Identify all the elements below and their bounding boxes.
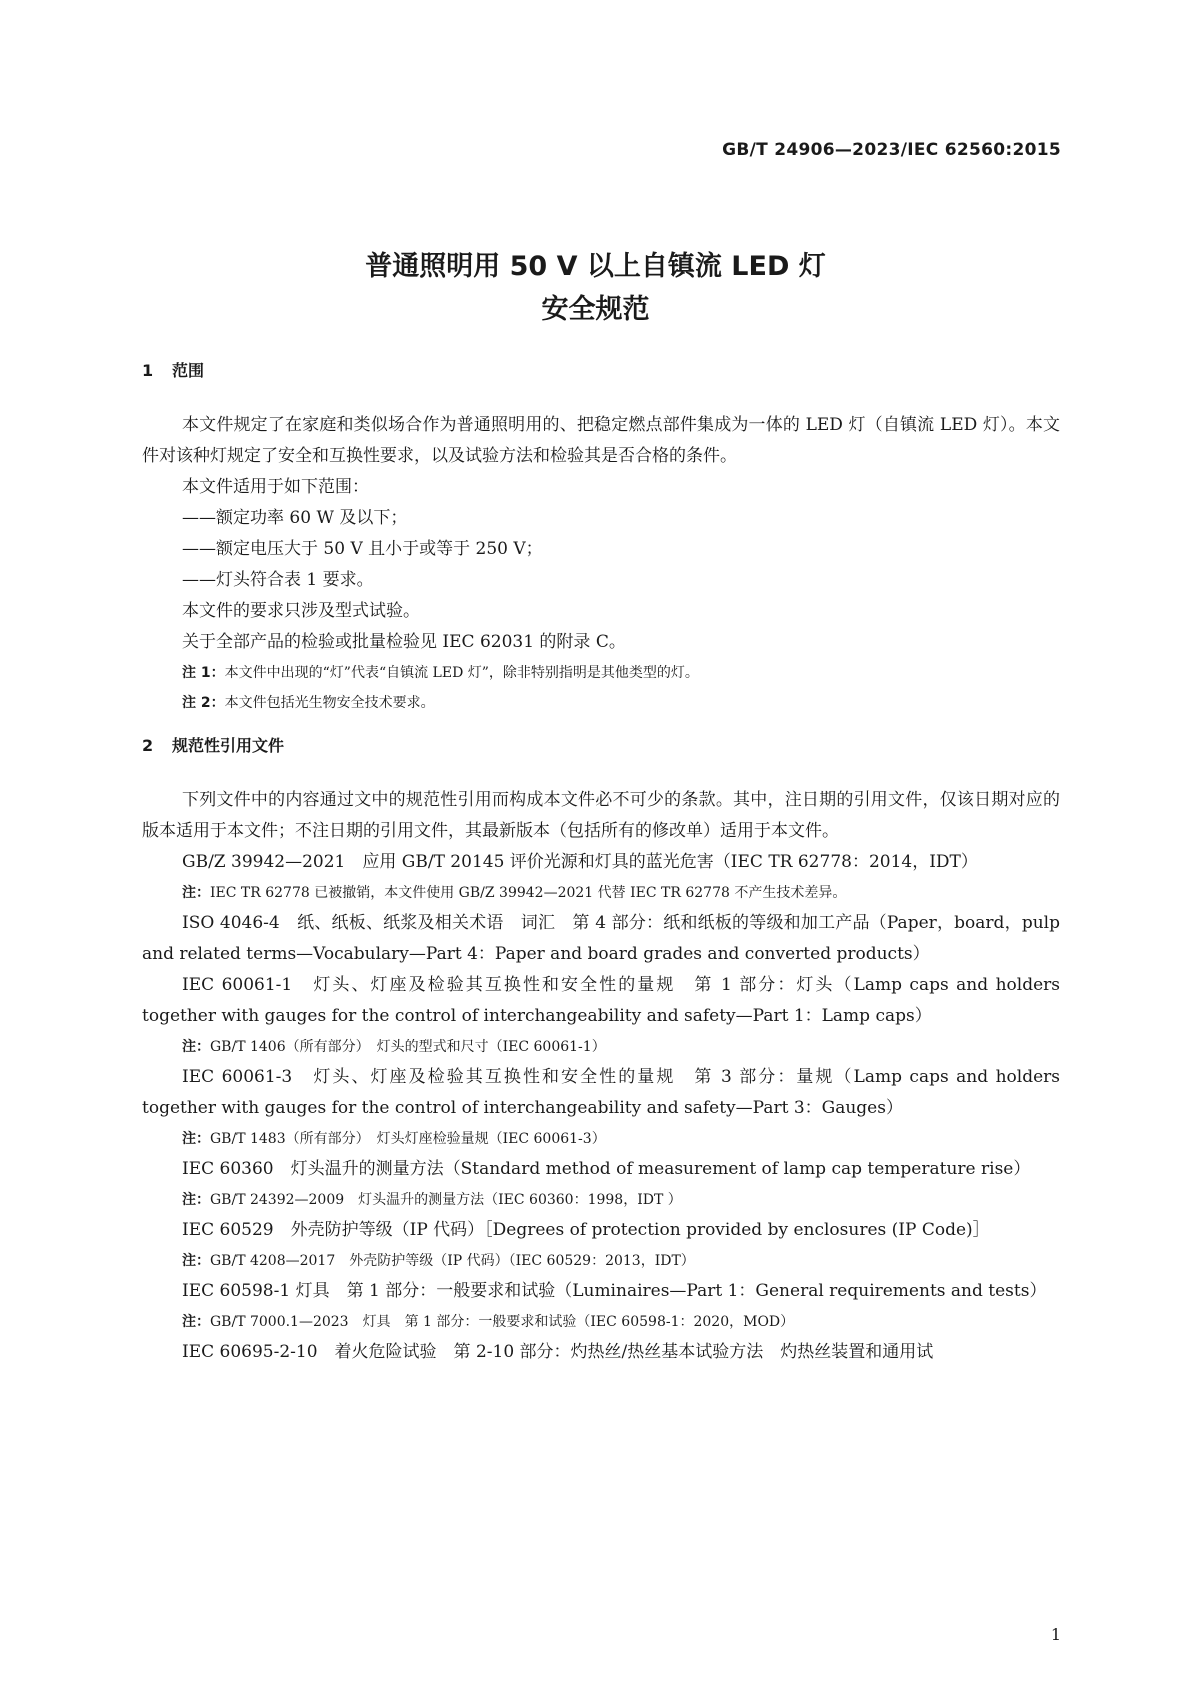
- section-2-number: 2: [142, 736, 154, 755]
- reference-note: [142, 1185, 1060, 1215]
- reference-entry: GB/Z 39942—2021 应用 GB/T 20145 评价光源和灯具的蓝光危害（IEC TR 62778：2014，IDT）: [182, 852, 978, 872]
- note-label: 注：: [182, 1192, 210, 1208]
- reference-entry: IEC 60061-1 灯头、灯座及检验其互换性和安全性的量规 第 1 部分：灯头（Lamp caps and holders together with gauges for the control of interchangeability and safety—Part 1：Lamp caps）: [142, 975, 1060, 1026]
- type-test-statement: 本文件的要求只涉及型式试验。: [182, 601, 420, 621]
- reference-entry: IEC 60529 外壳防护等级（IP 代码）［Degrees of protection provided by enclosures (IP Code)］: [182, 1220, 990, 1240]
- note-label: 注：: [182, 1039, 210, 1055]
- note-text: GB/T 24392—2009 灯头温升的测量方法（IEC 60360：1998，IDT ）: [210, 1192, 682, 1208]
- section-1-number: 1: [142, 361, 154, 380]
- note-text: GB/T 4208—2017 外壳防护等级（IP 代码）（IEC 60529：2013，IDT）: [210, 1253, 695, 1269]
- note-2: [142, 688, 1060, 718]
- standard-code: GB/T 24906—2023/IEC 62560:2015: [722, 140, 1061, 160]
- section-1-body: [142, 410, 1060, 718]
- document-subtitle: 安全规范: [541, 294, 650, 325]
- scope-item: ——额定电压大于 50 V 且小于或等于 250 V；: [182, 539, 543, 559]
- reference-entry: IEC 60598-1 灯具 第 1 部分：一般要求和试验（Luminaires—Part 1：General requirements and tests）: [182, 1281, 1047, 1301]
- section-2-heading: [142, 733, 284, 756]
- section-1-title: 范围: [172, 361, 205, 380]
- scope-range-intro: 本文件适用于如下范围：: [182, 477, 369, 497]
- reference-note: [142, 1307, 1060, 1337]
- page-number: 1: [1050, 1625, 1061, 1644]
- note-text: 本文件中出现的“灯”代表“自镇流 LED 灯”，除非特别指明是其他类型的灯。: [224, 665, 699, 681]
- reference-note: [142, 1246, 1060, 1276]
- reference-note: [142, 878, 1060, 908]
- note-text: GB/T 1406（所有部分） 灯头的型式和尺寸（IEC 60061-1）: [210, 1039, 606, 1055]
- scope-paragraph: 本文件规定了在家庭和类似场合作为普通照明用的、把稳定燃点部件集成为一体的 LED 灯（自镇流 LED 灯）。本文件对该种灯规定了安全和互换性要求，以及试验方法和检验其是否合格的条件。: [142, 415, 1060, 466]
- note-label: 注 2：: [182, 695, 225, 711]
- section-2-body: [142, 785, 1060, 1368]
- note-text: 本文件包括光生物安全技术要求。: [224, 695, 435, 711]
- note-label: 注 1：: [182, 665, 225, 681]
- note-label: 注：: [182, 885, 210, 901]
- reference-entry: IEC 60061-3 灯头、灯座及检验其互换性和安全性的量规 第 3 部分：量规（Lamp caps and holders together with gauges for the control of interchangeability and safety—Part 3：Gauges）: [142, 1067, 1060, 1118]
- note-label: 注：: [182, 1131, 210, 1147]
- note-label: 注：: [182, 1253, 210, 1269]
- scope-item: ——灯头符合表 1 要求。: [182, 570, 374, 590]
- normative-references-intro: 下列文件中的内容通过文中的规范性引用而构成本文件必不可少的条款。其中，注日期的引用文件，仅该日期对应的版本适用于本文件；不注日期的引用文件，其最新版本（包括所有的修改单）适用于本文件。: [142, 790, 1060, 841]
- document-title: 普通照明用 50 V 以上自镇流 LED 灯: [365, 251, 826, 282]
- note-1: [142, 658, 1060, 688]
- reference-note: [142, 1032, 1060, 1062]
- reference-entry: ISO 4046-4 纸、纸板、纸浆及相关术语 词汇 第 4 部分：纸和纸板的等级和加工产品（Paper，board，pulp and related terms—Vocabulary—Part 4：Paper and board grades and converted products）: [142, 913, 1060, 964]
- note-text: GB/T 1483（所有部分） 灯头灯座检验量规（IEC 60061-3）: [210, 1131, 606, 1147]
- reference-note: [142, 1124, 1060, 1154]
- scope-item: ——额定功率 60 W 及以下；: [182, 508, 408, 528]
- note-label: 注：: [182, 1314, 210, 1330]
- reference-entry: IEC 60695-2-10 着火危险试验 第 2-10 部分：灼热丝/热丝基本试验方法 灼热丝装置和通用试: [182, 1342, 934, 1362]
- note-text: IEC TR 62778 已被撤销，本文件使用 GB/Z 39942—2021 代替 IEC TR 62778 不产生技术差异。: [210, 885, 847, 901]
- section-1-heading: [142, 358, 204, 381]
- note-text: GB/T 7000.1—2023 灯具 第 1 部分：一般要求和试验（IEC 60598-1：2020，MOD）: [210, 1314, 795, 1330]
- batch-inspection-statement: 关于全部产品的检验或批量检验见 IEC 62031 的附录 C。: [182, 632, 626, 652]
- reference-entry: IEC 60360 灯头温升的测量方法（Standard method of measurement of lamp cap temperature rise）: [182, 1159, 1031, 1179]
- section-2-title: 规范性引用文件: [172, 736, 285, 755]
